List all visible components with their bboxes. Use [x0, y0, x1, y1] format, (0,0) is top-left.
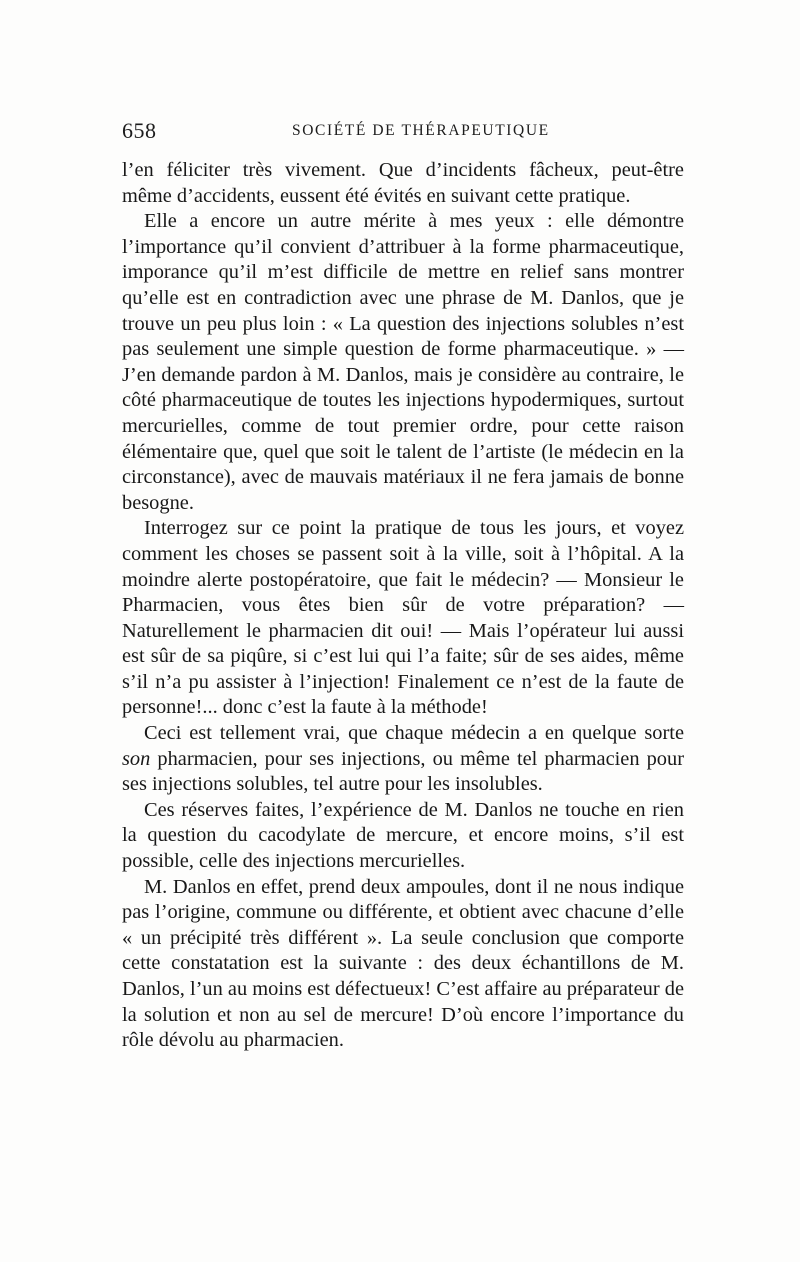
paragraph: l’en féliciter très vivement. Que d’incidents fâcheux, peut-être même d’accidents, eussent été évités en suivant cette pratique. [122, 159, 684, 207]
paragraph: Ces réserves faites, l’expérience de M. Danlos ne touche en rien la question du cacodylate de mercure, et encore moins, s’il est possible, celle des injections mercurielles. [122, 798, 684, 873]
paragraph-text: pharmacien, pour ses injections, ou même tel pharmacien pour ses injections solubles, tel autre pour les insolubles. [122, 747, 684, 796]
paragraph: Elle a encore un autre mérite à mes yeux : elle démontre l’importance qu’il convient d’attribuer à la forme pharmaceutique, imporance qu’il m’est difficile de mettre en relief sans montrer qu’elle est en contradiction avec une phrase de M. Danlos, que je trouve un peu plus loin : « La question des injections solubles n’est pas seulement une simple question de forme pharmaceutique. » — J’en demande pardon à M. Danlos, mais je considère au contraire, le côté pharmaceutique de toutes les injections hypodermiques, surtout mercurielles, comme de tout premier ordre, pour cette raison élémentaire que, quel que soit le talent de l’artiste (le médecin en la circonstance), avec de mauvais matériaux il ne fera jamais de bonne besogne. [122, 210, 684, 514]
paragraph: M. Danlos en effet, prend deux ampoules, dont il ne nous indique pas l’origine, commune ou différente, et obtient avec chacune d’elle « un précipité très différent ». La seule conclusion que comporte cette constatation est la suivante : des deux échantillons de M. Danlos, l’un au moins est défectueux! C’est affaire au préparateur de la solution et non au sel de mercure! D’où encore l’importance du rôle dévolu au pharmacien. [122, 875, 684, 1052]
page-number: 658 [122, 118, 157, 143]
section-title: SOCIÉTÉ DE THÉRAPEUTIQUE [292, 122, 550, 139]
paragraph [122, 721, 684, 798]
italic-emphasis: son [122, 747, 151, 770]
paragraph: Interrogez sur ce point la pratique de tous les jours, et voyez comment les choses se passent soit à la ville, soit à l’hôpital. A la moindre alerte postopératoire, que fait le médecin? — Monsieur le Pharmacien, vous êtes bien sûr de votre préparation? — Naturellement le pharmacien dit oui! — Mais l’opérateur lui aussi est sûr de sa piqûre, si c’est lui qui l’a faite; sûr de ses aides, même s’il n’a pu assister à l’injection! Finalement ce n’est de la faute de personne!... donc c’est la faute à la méthode! [122, 517, 684, 719]
paragraph-text: Ceci est tellement vrai, que chaque médecin a en quelque sorte [144, 722, 684, 745]
running-head [122, 118, 684, 148]
body-text [122, 158, 684, 1054]
